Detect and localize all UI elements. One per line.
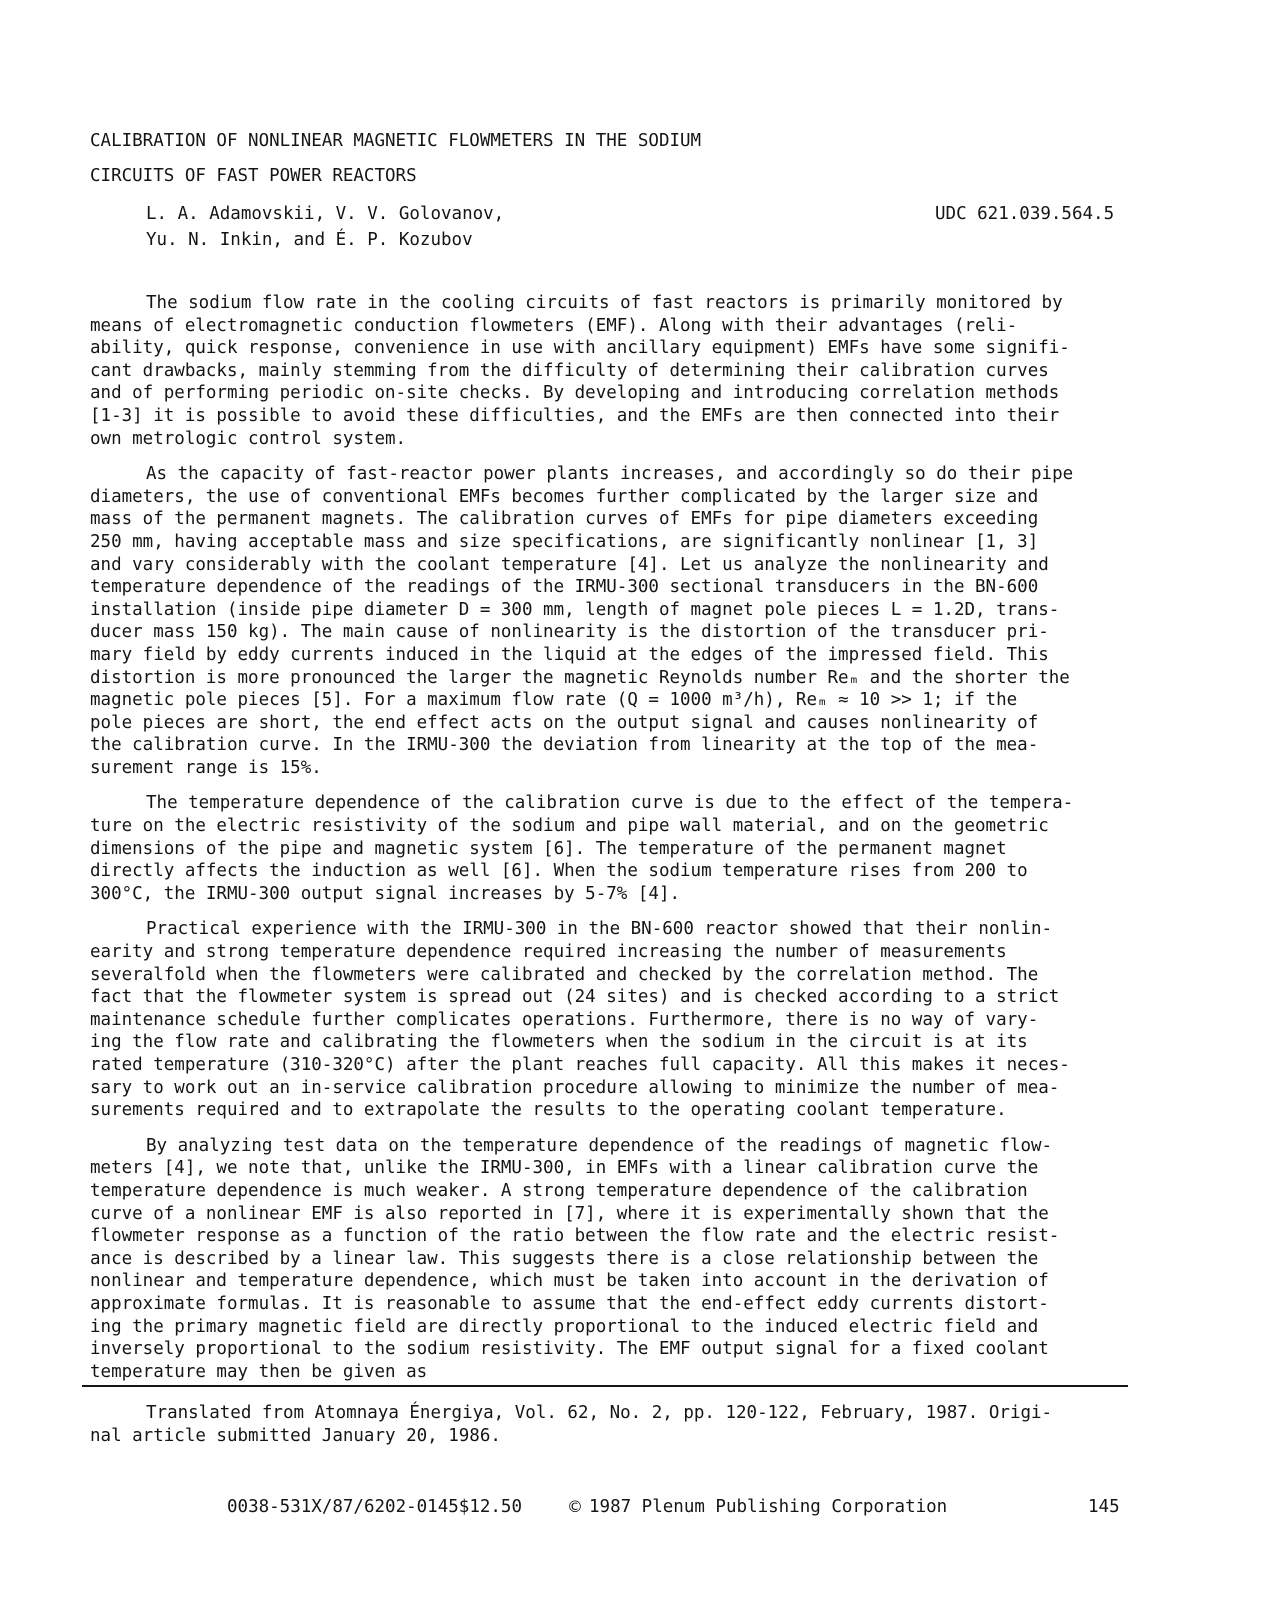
- paragraph-line: ing the primary magnetic field are directly proportional to the induced electric field and: [90, 1316, 1039, 1337]
- paragraph-line: and of performing periodic on-site checks. By developing and introducing correlation methods: [90, 383, 1060, 404]
- paragraph-line: surement range is 15%.: [90, 757, 322, 778]
- paragraph-line: Practical experience with the IRMU-300 in the BN-600 reactor showed that their nonlin-: [146, 919, 1053, 940]
- page-number: 145: [1088, 1497, 1120, 1517]
- paragraph-line: cant drawbacks, mainly stemming from the difficulty of determining their calibration curves: [90, 360, 1049, 381]
- udc-code: UDC 621.039.564.5: [935, 204, 1115, 224]
- paragraph-3: [90, 792, 1150, 905]
- article-code: 0038-531X/87/6202-0145$12.50: [227, 1497, 523, 1517]
- paragraph-line: inversely proportional to the sodium resistivity. The EMF output signal for a fixed coolant: [90, 1339, 1049, 1360]
- copyright-icon: ©: [567, 1497, 583, 1516]
- paragraph-line: mary field by eddy currents induced in the liquid at the edges of the impressed field. This: [90, 644, 1049, 665]
- paragraph-line: ture on the electric resistivity of the sodium and pipe wall material, and on the geometric: [90, 816, 1049, 837]
- paragraph-line: temperature dependence is much weaker. A strong temperature dependence of the calibration: [90, 1180, 1028, 1201]
- paragraph-line: meters [4], we note that, unlike the IRMU-300, in EMFs with a linear calibration curve the: [90, 1158, 1039, 1179]
- paragraph-line: own metrologic control system.: [90, 428, 407, 449]
- footnote-line-1: Translated from Atomnaya Énergiya, Vol. 62, No. 2, pp. 120-122, February, 1987. Origi-: [146, 1403, 1053, 1423]
- paragraph-line: flowmeter response as a function of the ratio between the flow rate and the electric resist-: [90, 1226, 1060, 1247]
- footnote-divider: [82, 1385, 1128, 1387]
- authors-line-2: Yu. N. Inkin, and É. P. Kozubov: [146, 230, 473, 250]
- paragraph-line: nonlinear and temperature dependence, which must be taken into account in the derivation of: [90, 1271, 1049, 1292]
- paragraph-line: 250 mm, having acceptable mass and size specifications, are significantly nonlinear [1, 3]: [90, 531, 1039, 552]
- paragraph-line: approximate formulas. It is reasonable to assume that the end-effect eddy currents distort-: [90, 1293, 1049, 1314]
- paragraph-line: ducer mass 150 kg). The main cause of nonlinearity is the distortion of the transducer pri-: [90, 622, 1049, 643]
- paragraph-2: [90, 463, 1150, 779]
- paragraph-line: ing the flow rate and calibrating the flowmeters when the sodium in the circuit is at its: [90, 1032, 1028, 1053]
- paragraph-line: and vary considerably with the coolant temperature [4]. Let us analyze the nonlinearity and: [90, 554, 1049, 575]
- paragraph-line: severalfold when the flowmeters were calibrated and checked by the correlation method. The: [90, 964, 1039, 985]
- copyright-notice: [567, 1495, 947, 1519]
- paragraph-line: magnetic pole pieces [5]. For a maximum flow rate (Q = 1000 m³/h), Reₘ ≈ 10 >> 1; if the: [90, 690, 1018, 711]
- paragraph-line: 300°C, the IRMU-300 output signal increases by 5-7% [4].: [90, 883, 681, 904]
- paragraph-line: earity and strong temperature dependence required increasing the number of measurements: [90, 942, 1007, 963]
- paragraph-line: As the capacity of fast-reactor power plants increases, and accordingly so do their pipe: [146, 464, 1074, 485]
- paragraph-1: [90, 292, 1150, 450]
- authors-line-1: L. A. Adamovskii, V. V. Golovanov,: [146, 204, 505, 224]
- paragraph-line: rated temperature (310-320°C) after the plant reaches full capacity. All this makes it neces-: [90, 1055, 1070, 1075]
- paragraph-line: means of electromagnetic conduction flowmeters (EMF). Along with their advantages (reli-: [90, 315, 1018, 336]
- translation-footnote: [90, 1402, 1150, 1447]
- paragraph-5: [90, 1135, 1150, 1384]
- paragraph-line: The sodium flow rate in the cooling circuits of fast reactors is primarily monitored by: [146, 293, 1063, 313]
- title-line-2: CIRCUITS OF FAST POWER REACTORS: [90, 166, 417, 186]
- paragraph-line: surements required and to extrapolate the results to the operating coolant temperature.: [90, 1100, 1007, 1121]
- paragraph-line: curve of a nonlinear EMF is also reported in [7], where it is experimentally shown that the: [90, 1203, 1049, 1224]
- paragraph-line: The temperature dependence of the calibration curve is due to the effect of the tempera-: [146, 793, 1074, 814]
- paragraph-line: pole pieces are short, the end effect acts on the output signal and causes nonlinearity of: [90, 712, 1039, 733]
- paragraph-line: By analyzing test data on the temperature dependence of the readings of magnetic flow-: [146, 1135, 1053, 1156]
- article-body: [90, 292, 1150, 1396]
- author-list: [146, 201, 504, 253]
- paragraph-line: temperature dependence of the readings of the IRMU-300 sectional transducers in the BN-600: [90, 577, 1039, 598]
- paragraph-line: [1-3] it is possible to avoid these difficulties, and the EMFs are then connected into their: [90, 405, 1060, 426]
- title-line-1: CALIBRATION OF NONLINEAR MAGNETIC FLOWMETERS IN THE SODIUM: [90, 131, 702, 151]
- footnote-line-2: nal article submitted January 20, 1986.: [90, 1425, 501, 1446]
- paragraph-line: diameters, the use of conventional EMFs becomes further complicated by the larger size and: [90, 486, 1039, 507]
- paragraph-4: [90, 918, 1150, 1121]
- paragraph-line: ance is described by a linear law. This suggests there is a close relationship between the: [90, 1248, 1039, 1269]
- article-title: [90, 124, 1090, 194]
- paragraph-line: mass of the permanent magnets. The calibration curves of EMFs for pipe diameters exceeding: [90, 509, 1039, 530]
- paragraph-line: installation (inside pipe diameter D = 300 mm, length of magnet pole pieces L = 1.2D, trans-: [90, 599, 1060, 620]
- copyright-text: 1987 Plenum Publishing Corporation: [589, 1497, 948, 1517]
- paragraph-line: the calibration curve. In the IRMU-300 the deviation from linearity at the top of the mea-: [90, 735, 1039, 756]
- paragraph-line: maintenance schedule further complicates operations. Furthermore, there is no way of vary-: [90, 1009, 1039, 1030]
- paragraph-line: dimensions of the pipe and magnetic system [6]. The temperature of the permanent magnet: [90, 838, 1007, 859]
- paragraph-line: directly affects the induction as well [6]. When the sodium temperature rises from 200 to: [90, 861, 1028, 882]
- paragraph-line: distortion is more pronounced the larger the magnetic Reynolds number Reₘ and the shorter the: [90, 667, 1070, 688]
- paragraph-line: fact that the flowmeter system is spread out (24 sites) and is checked according to a strict: [90, 987, 1060, 1008]
- paragraph-line: sary to work out an in-service calibration procedure allowing to minimize the number of mea-: [90, 1077, 1060, 1098]
- paragraph-line: temperature may then be given as: [90, 1361, 428, 1382]
- paragraph-line: ability, quick response, convenience in use with ancillary equipment) EMFs have some signifi-: [90, 338, 1070, 359]
